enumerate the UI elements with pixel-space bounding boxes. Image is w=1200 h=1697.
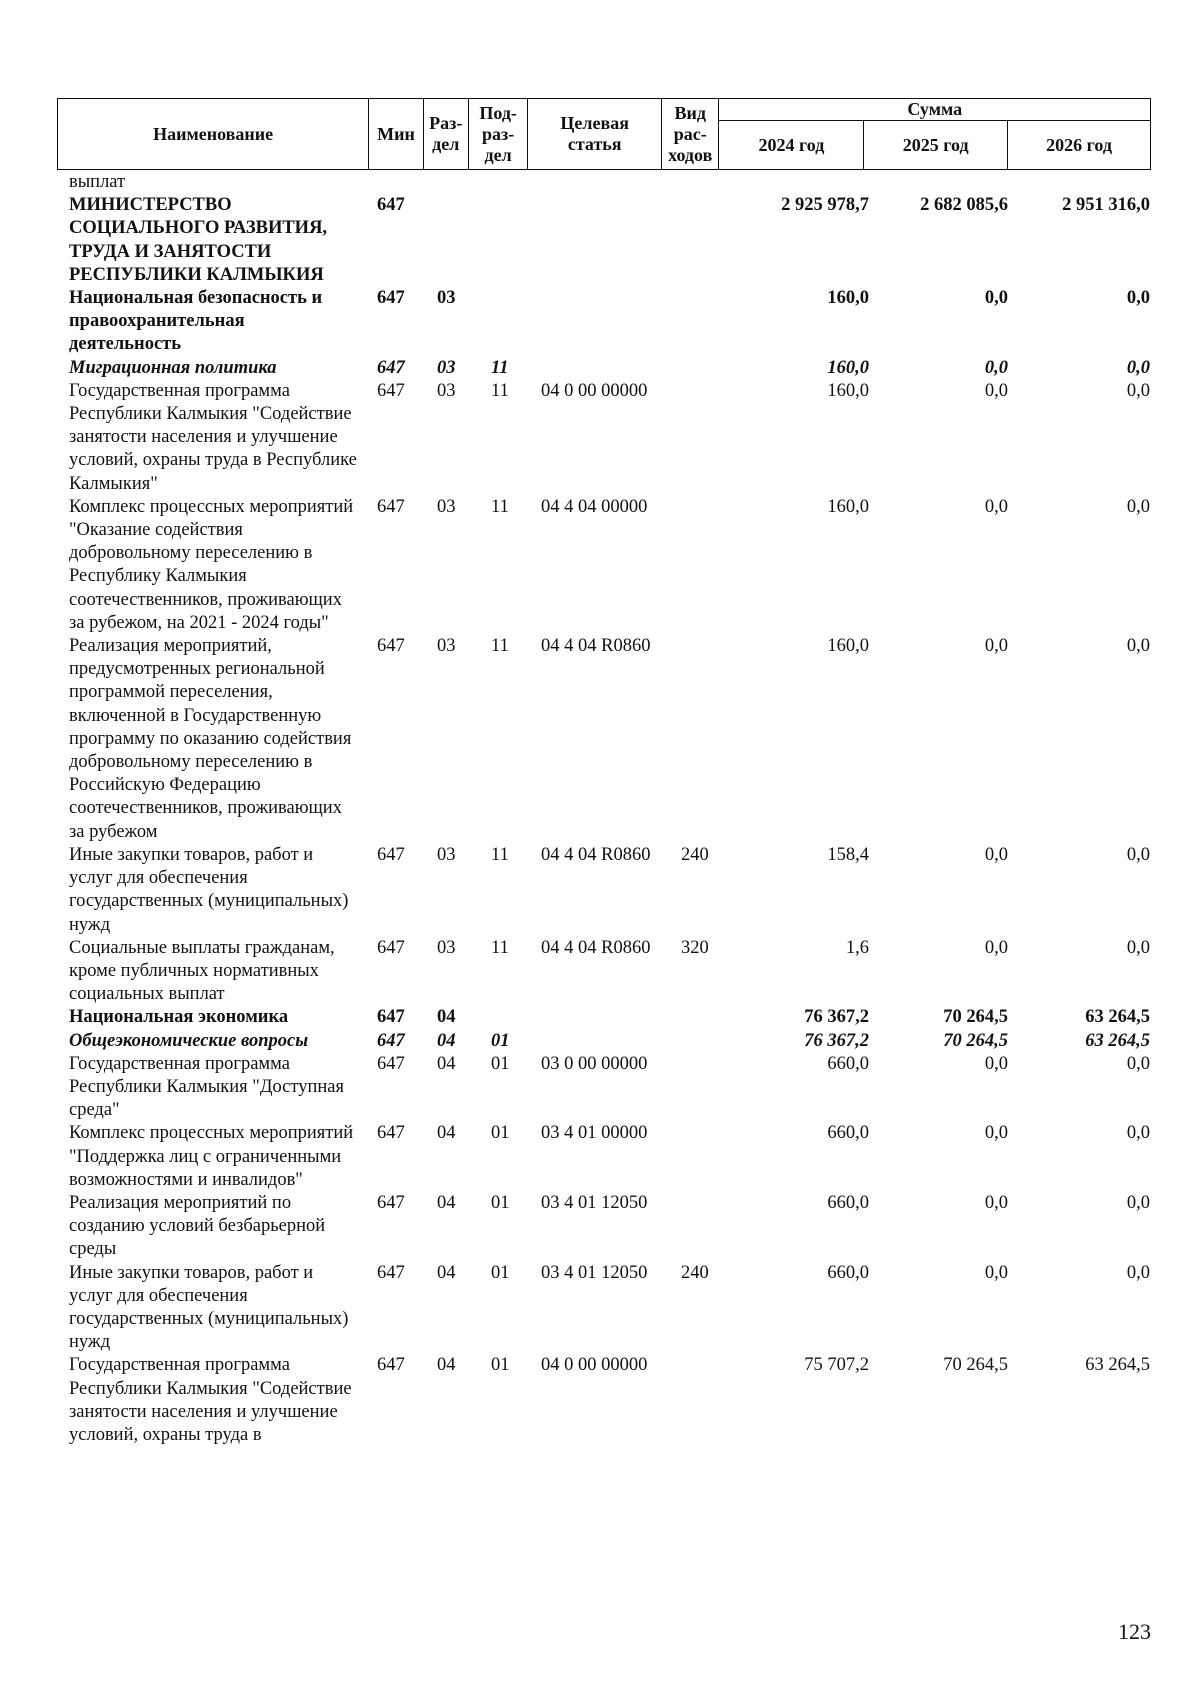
row-sum-2026: 0,0 (1126, 937, 1150, 958)
row-podrazdel: 01 (491, 1355, 510, 1376)
table-row (0, 937, 1200, 1007)
row-podrazdel: 11 (491, 496, 509, 517)
row-sum-2025: 70 264,5 (943, 1007, 1008, 1028)
row-razdel: 04 (437, 1053, 456, 1074)
row-sum-2024: 2 925 978,7 (781, 195, 869, 216)
row-min: 647 (377, 937, 405, 958)
row-sum-2025: 0,0 (984, 288, 1008, 309)
row-podrazdel: 01 (491, 1053, 510, 1074)
row-sum-2026: 63 264,5 (1085, 1030, 1150, 1051)
row-celevaya-statya: 04 0 00 00000 (541, 380, 648, 401)
row-sum-2026: 0,0 (1126, 1053, 1150, 1074)
row-razdel: 04 (437, 1123, 456, 1144)
row-sum-2024: 1,6 (845, 937, 869, 958)
row-vid-rashodov: 240 (681, 1262, 709, 1283)
row-podrazdel: 11 (491, 357, 509, 378)
row-sum-2025: 0,0 (984, 1123, 1008, 1144)
row-razdel: 03 (437, 357, 456, 378)
row-min: 647 (377, 357, 405, 378)
row-name: Государственная программа Республики Калмыкия "Содействие занятости населения и улучшение условий, охраны труда в Республике Калмыкия" (69, 380, 357, 494)
row-name: Реализация мероприятий по созданию условий безбарьерной среды (69, 1192, 326, 1260)
header-year-2025: 2025 год (864, 121, 1008, 170)
row-sum-2026: 0,0 (1126, 288, 1150, 309)
table-row (0, 357, 1200, 380)
row-celevaya-statya: 03 0 00 00000 (541, 1053, 648, 1074)
row-sum-2024: 75 707,2 (804, 1355, 869, 1376)
row-podrazdel: 11 (491, 844, 509, 865)
row-sum-2026: 63 264,5 (1085, 1355, 1150, 1376)
row-sum-2026: 0,0 (1126, 1192, 1150, 1213)
table-row (0, 1006, 1200, 1029)
row-razdel: 03 (437, 844, 456, 865)
row-sum-2026: 2 951 316,0 (1062, 195, 1150, 216)
row-razdel: 03 (437, 496, 456, 517)
row-sum-2026: 0,0 (1126, 1262, 1150, 1283)
row-sum-2024: 160,0 (827, 288, 869, 309)
row-sum-2026: 0,0 (1126, 496, 1150, 517)
row-podrazdel: 11 (491, 380, 509, 401)
header-razdel: Раз- дел (423, 99, 468, 170)
table-row (0, 1354, 1200, 1447)
row-min: 647 (377, 496, 405, 517)
row-min: 647 (377, 1355, 405, 1376)
row-sum-2026: 0,0 (1126, 844, 1150, 865)
row-razdel: 03 (437, 937, 456, 958)
row-sum-2026: 63 264,5 (1085, 1007, 1150, 1028)
table-row (0, 380, 1200, 496)
page-number: 123 (1118, 1619, 1151, 1644)
row-celevaya-statya: 03 4 01 12050 (541, 1262, 648, 1283)
row-razdel: 03 (437, 288, 456, 309)
row-min: 647 (377, 288, 405, 309)
header-podrazdel: Под- раз- дел (468, 99, 528, 170)
row-name: МИНИСТЕРСТВО СОЦИАЛЬНОГО РАЗВИТИЯ, ТРУДА И ЗАНЯТОСТИ РЕСПУБЛИКИ КАЛМЫКИЯ (69, 195, 328, 285)
row-sum-2025: 0,0 (984, 636, 1008, 657)
row-sum-2025: 70 264,5 (943, 1030, 1008, 1051)
row-min: 647 (377, 1192, 405, 1213)
header-summa: Сумма (719, 99, 1151, 121)
header-vid-rashodov: Вид рас- ходов (661, 99, 719, 170)
row-sum-2025: 0,0 (984, 1262, 1008, 1283)
table-row (0, 287, 1200, 357)
header-name: Наименование (58, 99, 369, 170)
row-name: Реализация мероприятий, предусмотренных региональной программой переселения, включенной в Государственную программу по оказанию содействия добровольному переселению в Российскую Федерацию соотечественников, проживающих за рубежом (69, 636, 352, 842)
row-min: 647 (377, 380, 405, 401)
row-razdel: 04 (437, 1007, 456, 1028)
row-name: Комплекс процессных мероприятий "Поддержка лиц с ограниченными возможностями и инвалидов" (69, 1123, 354, 1190)
row-vid-rashodov: 240 (681, 844, 709, 865)
row-min: 647 (377, 636, 405, 657)
row-razdel: 04 (437, 1355, 456, 1376)
table-row (0, 194, 1200, 287)
row-name: Миграционная политика (69, 357, 277, 378)
row-min: 647 (377, 1053, 405, 1074)
table-row (0, 171, 1200, 194)
row-name: Иные закупки товаров, работ и услуг для обеспечения государственных (муниципальных) нужд (69, 1262, 349, 1353)
header-celevaya-statya: Целевая статья (528, 99, 662, 170)
row-min: 647 (377, 1030, 405, 1051)
header-year-2024: 2024 год (719, 121, 864, 170)
row-name: Национальная безопасность и правоохранительная деятельность (69, 288, 323, 355)
row-celevaya-statya: 03 4 01 12050 (541, 1192, 648, 1213)
row-name: выплат (69, 172, 126, 192)
table-row (0, 496, 1200, 635)
row-sum-2025: 0,0 (984, 937, 1008, 958)
row-min: 647 (377, 1123, 405, 1144)
row-razdel: 03 (437, 636, 456, 657)
row-sum-2025: 0,0 (984, 1192, 1008, 1213)
row-name: Иные закупки товаров, работ и услуг для обеспечения государственных (муниципальных) нужд (69, 844, 349, 935)
row-sum-2024: 160,0 (827, 636, 869, 657)
table-header (57, 98, 1151, 170)
row-sum-2025: 0,0 (984, 380, 1008, 401)
table-row (0, 1122, 1200, 1192)
row-sum-2026: 0,0 (1126, 1123, 1150, 1144)
row-sum-2024: 660,0 (827, 1192, 869, 1213)
row-celevaya-statya: 04 4 04 R0860 (541, 937, 651, 958)
row-sum-2024: 76 367,2 (804, 1030, 869, 1051)
row-sum-2024: 660,0 (827, 1123, 869, 1144)
row-name: Общеэкономические вопросы (69, 1030, 309, 1051)
row-sum-2024: 158,4 (827, 844, 869, 865)
table-row (0, 1053, 1200, 1123)
row-celevaya-statya: 04 4 04 R0860 (541, 636, 651, 657)
row-podrazdel: 11 (491, 937, 509, 958)
row-celevaya-statya: 04 4 04 R0860 (541, 844, 651, 865)
row-sum-2025: 0,0 (984, 357, 1008, 378)
row-podrazdel: 01 (491, 1192, 510, 1213)
row-name: Государственная программа Республики Калмыкия "Доступная среда" (69, 1053, 344, 1121)
header-min: Мин (369, 99, 423, 170)
row-razdel: 04 (437, 1192, 456, 1213)
row-sum-2026: 0,0 (1126, 380, 1150, 401)
row-name: Национальная экономика (69, 1007, 289, 1028)
row-sum-2025: 2 682 085,6 (920, 195, 1008, 216)
table-row (0, 635, 1200, 844)
row-min: 647 (377, 1262, 405, 1283)
row-razdel: 03 (437, 380, 456, 401)
row-sum-2026: 0,0 (1126, 357, 1150, 378)
row-min: 647 (377, 195, 405, 216)
row-min: 647 (377, 1007, 405, 1028)
row-celevaya-statya: 04 4 04 00000 (541, 496, 648, 517)
row-razdel: 04 (437, 1262, 456, 1283)
row-sum-2025: 0,0 (984, 496, 1008, 517)
row-podrazdel: 01 (491, 1123, 510, 1144)
row-celevaya-statya: 03 4 01 00000 (541, 1123, 648, 1144)
row-vid-rashodov: 320 (681, 937, 709, 958)
row-min: 647 (377, 844, 405, 865)
row-sum-2024: 660,0 (827, 1053, 869, 1074)
table-row (0, 1262, 1200, 1355)
row-sum-2025: 0,0 (984, 1053, 1008, 1074)
row-razdel: 04 (437, 1030, 456, 1051)
row-podrazdel: 11 (491, 636, 509, 657)
row-celevaya-statya: 04 0 00 00000 (541, 1355, 648, 1376)
header-year-2026: 2026 год (1008, 121, 1151, 170)
table-row (0, 1192, 1200, 1262)
row-sum-2025: 0,0 (984, 844, 1008, 865)
row-podrazdel: 01 (491, 1030, 510, 1051)
row-name: Социальные выплаты гражданам, кроме публичных нормативных социальных выплат (69, 937, 335, 1005)
table-body (0, 171, 1200, 1447)
table-row (0, 1030, 1200, 1053)
row-sum-2026: 0,0 (1126, 636, 1150, 657)
row-name: Государственная программа Республики Калмыкия "Содействие занятости населения и улучшение условий, охраны труда в (69, 1355, 352, 1445)
row-sum-2024: 160,0 (827, 496, 869, 517)
row-sum-2025: 70 264,5 (943, 1355, 1008, 1376)
row-name: Комплекс процессных мероприятий "Оказание содействия добровольному переселению в Республику Калмыкия соотечественников, проживающих за рубежом, на 2021 - 2024 годы" (69, 496, 354, 633)
row-sum-2024: 160,0 (827, 357, 869, 378)
row-podrazdel: 01 (491, 1262, 510, 1283)
row-sum-2024: 660,0 (827, 1262, 869, 1283)
table-row (0, 844, 1200, 937)
row-sum-2024: 76 367,2 (804, 1007, 869, 1028)
row-sum-2024: 160,0 (827, 380, 869, 401)
